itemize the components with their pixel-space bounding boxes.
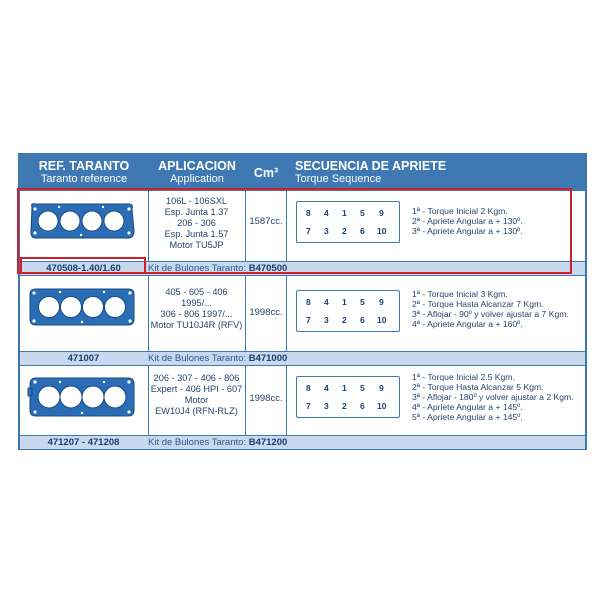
- torque-step: 3ª - Aflojar - 90º y volver ajustar a 7 Kgm.: [412, 309, 569, 319]
- sequence-number: 3: [324, 401, 329, 411]
- sequence-number: 7: [306, 315, 311, 325]
- reference-number: 471007: [67, 353, 100, 364]
- application-line: Motor TU5JP: [169, 240, 224, 250]
- torque-sequence-diagram: [296, 290, 400, 332]
- sequence-number: 9: [379, 208, 384, 218]
- sequence-number: 8: [306, 297, 311, 307]
- torque-steps: [412, 289, 569, 329]
- sequence-number: 6: [360, 226, 365, 236]
- header-ref: [20, 155, 148, 191]
- header-seq-title: SECUENCIA DE APRIETE: [295, 159, 447, 173]
- torque-step: 4ª - Apriete Angular a + 145º.: [412, 402, 523, 412]
- table-row: [20, 366, 585, 436]
- application-line: 206 - 307 - 406 - 806: [153, 373, 240, 383]
- application-line: Esp. Junta 1.57: [164, 229, 229, 239]
- cc-value: 1587cc.: [249, 216, 283, 227]
- torque-step: 3ª - Apriete Angular a + 130º.: [412, 226, 523, 236]
- sequence-number: 6: [360, 401, 365, 411]
- cc-value: 1998cc.: [249, 307, 283, 318]
- header-app: [149, 155, 245, 191]
- sequence-number: 3: [324, 315, 329, 325]
- application-line: 206 - 306: [177, 218, 216, 228]
- sequence-number: 10: [377, 226, 387, 236]
- sequence-number: 5: [360, 383, 365, 393]
- application-line: 306 - 806 1997/...: [160, 309, 233, 319]
- gasket-image: [26, 286, 138, 328]
- application-line: Expert - 406 HPI - 607: [150, 384, 243, 394]
- application-line: Motor TU10J4R (RFV): [150, 320, 243, 330]
- sequence-number: 5: [360, 208, 365, 218]
- torque-step: 4ª - Apriete Angular a + 160º.: [412, 319, 523, 329]
- torque-step: 3ª - Aflojar - 180º y volver ajustar a 2 Kgm.: [412, 392, 574, 402]
- torque-steps: [412, 372, 574, 422]
- torque-sequence-diagram: [296, 376, 400, 418]
- application-line: EW10J4 (RFN-RLZ): [155, 406, 238, 416]
- sequence-number: 10: [377, 401, 387, 411]
- application-line: 1995/...: [181, 298, 212, 308]
- kit-code: B471000: [248, 353, 288, 364]
- application-line: Esp. Junta 1.37: [164, 207, 229, 217]
- sequence-number: 1: [342, 297, 347, 307]
- gasket-image: [26, 374, 138, 420]
- sequence-number: 2: [342, 401, 347, 411]
- sequence-number: 6: [360, 315, 365, 325]
- sequence-number: 2: [342, 315, 347, 325]
- sequence-number: 2: [342, 226, 347, 236]
- kit-bar: [20, 351, 585, 365]
- sequence-number: 8: [306, 383, 311, 393]
- kit-bar: [20, 435, 585, 449]
- kit-info: [148, 352, 287, 365]
- sequence-number: 7: [306, 226, 311, 236]
- reference-number: 470508-1.40/1.60: [46, 263, 121, 274]
- sequence-number: 8: [306, 208, 311, 218]
- sequence-number: 4: [324, 383, 329, 393]
- torque-step: 5ª - Apriete Angular a + 145º.: [412, 412, 523, 422]
- application-line: 106L - 106SXL: [166, 196, 227, 206]
- kit-info: [148, 436, 287, 449]
- sequence-number: 4: [324, 297, 329, 307]
- header-cc-title: Cm³: [253, 166, 279, 180]
- application-text: [148, 287, 245, 331]
- kit-label: Kit de Bulones Taranto:: [148, 437, 247, 448]
- sequence-number: 3: [324, 226, 329, 236]
- sequence-number: 9: [379, 383, 384, 393]
- kit-code: B470500: [248, 263, 288, 274]
- torque-step: 2ª - Apriete Angular a + 130º.: [412, 216, 523, 226]
- highlight-reference: [20, 257, 146, 274]
- sequence-number: 1: [342, 208, 347, 218]
- application-line: 405 - 605 - 406: [165, 287, 228, 297]
- reference-number: 471207 - 471208: [47, 437, 120, 448]
- header-seq-sub: Torque Sequence: [295, 173, 382, 185]
- sequence-number: 7: [306, 401, 311, 411]
- torque-step: 2ª - Torque Hasta Alcanzar 7 Kgm.: [412, 299, 544, 309]
- application-line: Motor: [184, 395, 209, 405]
- sequence-number: 10: [377, 315, 387, 325]
- header-ref-title: REF. TARANTO: [38, 159, 130, 173]
- table-row: [20, 276, 585, 352]
- header-app-sub: Application: [170, 173, 224, 185]
- cc-value: 1998cc.: [249, 393, 283, 404]
- torque-step: 1ª - Torque Inicial 3 Kgm.: [412, 289, 508, 299]
- sequence-number: 4: [324, 208, 329, 218]
- sequence-number: 1: [342, 383, 347, 393]
- header-ref-sub: Taranto reference: [40, 173, 128, 185]
- kit-code: B471200: [248, 437, 288, 448]
- header-app-title: APLICACION: [158, 159, 236, 173]
- sequence-number: 5: [360, 297, 365, 307]
- application-text: [148, 373, 245, 417]
- kit-label: Kit de Bulones Taranto:: [148, 263, 247, 274]
- torque-step: 1ª - Torque Inicial 2.5 Kgm.: [412, 372, 515, 382]
- kit-label: Kit de Bulones Taranto:: [148, 353, 247, 364]
- torque-step: 2ª - Torque Hasta Alcanzar 5 Kgm.: [412, 382, 544, 392]
- header-cc: [246, 155, 286, 191]
- header-seq: [287, 155, 585, 191]
- sequence-number: 9: [379, 297, 384, 307]
- torque-step: 1ª - Torque Inicial 2 Kgm.: [412, 206, 508, 216]
